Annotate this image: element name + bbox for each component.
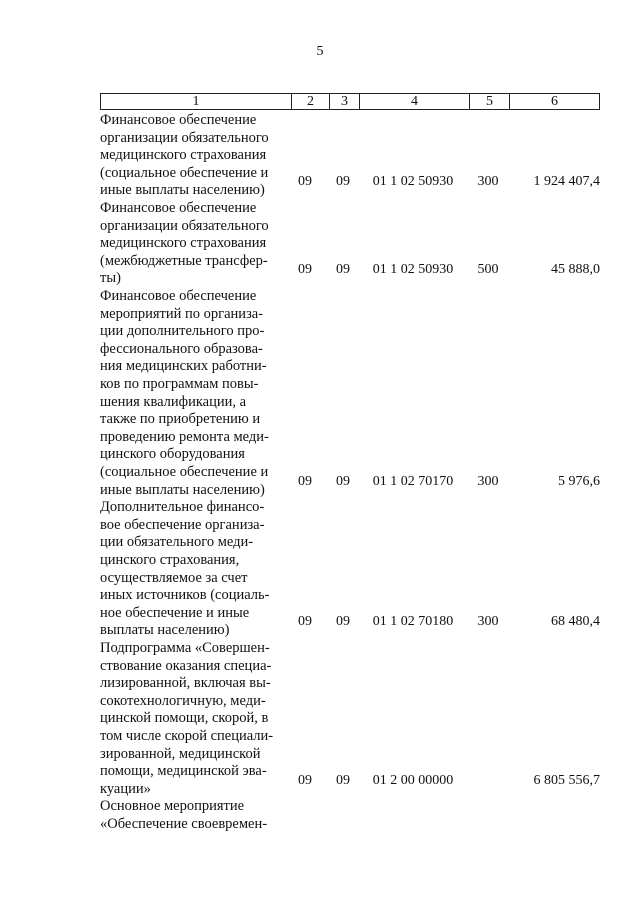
description-line: лизированной, включая вы- [100,675,271,692]
description-line: иные выплаты населению) [100,182,265,199]
cell-c4: 01 1 02 70170 [372,473,454,489]
cell-c4: 01 1 02 70180 [372,614,454,630]
description-line: ствование оказания специа- [100,657,272,674]
header-col-4: 4 [359,94,469,109]
description-line: цинской помощи, скорой, в [100,710,269,727]
cell-c4: 01 1 02 50930 [372,174,454,190]
cell-c2: 09 [298,614,312,630]
row-description [100,499,282,640]
cell-c6: 1 924 407,4 [533,174,600,190]
row-description [100,112,282,200]
description-line: помощи, медицинской эва- [100,763,267,780]
description-line: цинского страхования, [100,551,240,568]
description-line: том числе скорой специали- [100,727,274,744]
page-number: 5 [316,44,324,59]
description-line: проведению ремонта меди- [100,428,269,445]
cell-c3: 09 [336,473,350,489]
description-line: Основное мероприятие [100,798,245,815]
description-line: ции дополнительного про- [100,323,265,340]
description-line: (социальное обеспечение и [100,463,269,480]
cell-c4: 01 1 02 50930 [372,262,454,278]
description-line: ния медицинских работни- [100,358,267,375]
description-line: ции обязательного меди- [100,534,254,551]
cell-c5: 300 [477,614,499,630]
row-description [100,640,282,798]
cell-c2: 09 [298,473,312,489]
description-line: медицинского страхования [100,147,267,164]
cell-c3: 09 [336,772,350,788]
cell-c5: 300 [477,473,499,489]
description-line: организации обязательного [100,217,269,234]
description-line: иных источников (социаль- [100,587,270,604]
description-line: ты) [100,270,121,287]
description-line: ное обеспечение и иные [100,604,250,621]
header-col-6: 6 [509,94,599,109]
cell-c2: 09 [298,772,312,788]
cell-c6: 5 976,6 [558,473,600,489]
description-line: Дополнительное финансо- [100,499,265,516]
description-line: цинского оборудования [100,446,245,463]
cell-c4: 01 2 00 00000 [372,772,454,788]
cell-c3: 09 [336,262,350,278]
table-header [100,93,600,110]
description-line: Финансовое обеспечение [100,200,257,216]
description-line: сокотехнологичную, меди- [100,692,266,709]
description-line: куации» [100,780,151,797]
description-line: Финансовое обеспечение [100,112,257,128]
header-col-1: 1 [192,94,200,109]
description-line: мероприятий по организа- [100,305,264,322]
cell-c6: 6 805 556,7 [533,772,600,788]
header-col-2: 2 [291,94,329,109]
cell-c5: 500 [477,262,499,278]
header-col-5: 5 [469,94,509,109]
cell-c2: 09 [298,262,312,278]
description-line: шения квалификации, а [100,393,247,410]
header-col-3: 3 [329,94,359,109]
cell-c6: 45 888,0 [551,262,600,278]
description-line: осуществляемое за счет [100,569,248,586]
description-line: вое обеспечение организа- [100,516,265,533]
description-line: выплаты населению) [100,622,230,639]
description-line: иные выплаты населению) [100,481,265,498]
row-description [100,200,282,288]
description-line: «Обеспечение своевремен- [100,815,268,832]
budget-table [100,93,600,832]
description-line: медицинского страхования [100,235,267,252]
row-description [100,798,282,833]
cell-c3: 09 [336,614,350,630]
cell-c5: 300 [477,174,499,190]
description-line: также по приобретению и [100,411,261,428]
description-line: (социальное обеспечение и [100,164,269,181]
description-line: организации обязательного [100,129,269,146]
description-line: (межбюджетные трансфер- [100,252,268,269]
description-line: Финансовое обеспечение [100,288,257,304]
description-line: зированной, медицинской [100,745,261,762]
row-description [100,288,282,499]
description-line: ков по программам повы- [100,375,259,392]
cell-c2: 09 [298,174,312,190]
cell-c3: 09 [336,174,350,190]
cell-c6: 68 480,4 [551,614,600,630]
description-line: фессионального образова- [100,340,263,357]
description-line: Подпрограмма «Совершен- [100,640,270,656]
